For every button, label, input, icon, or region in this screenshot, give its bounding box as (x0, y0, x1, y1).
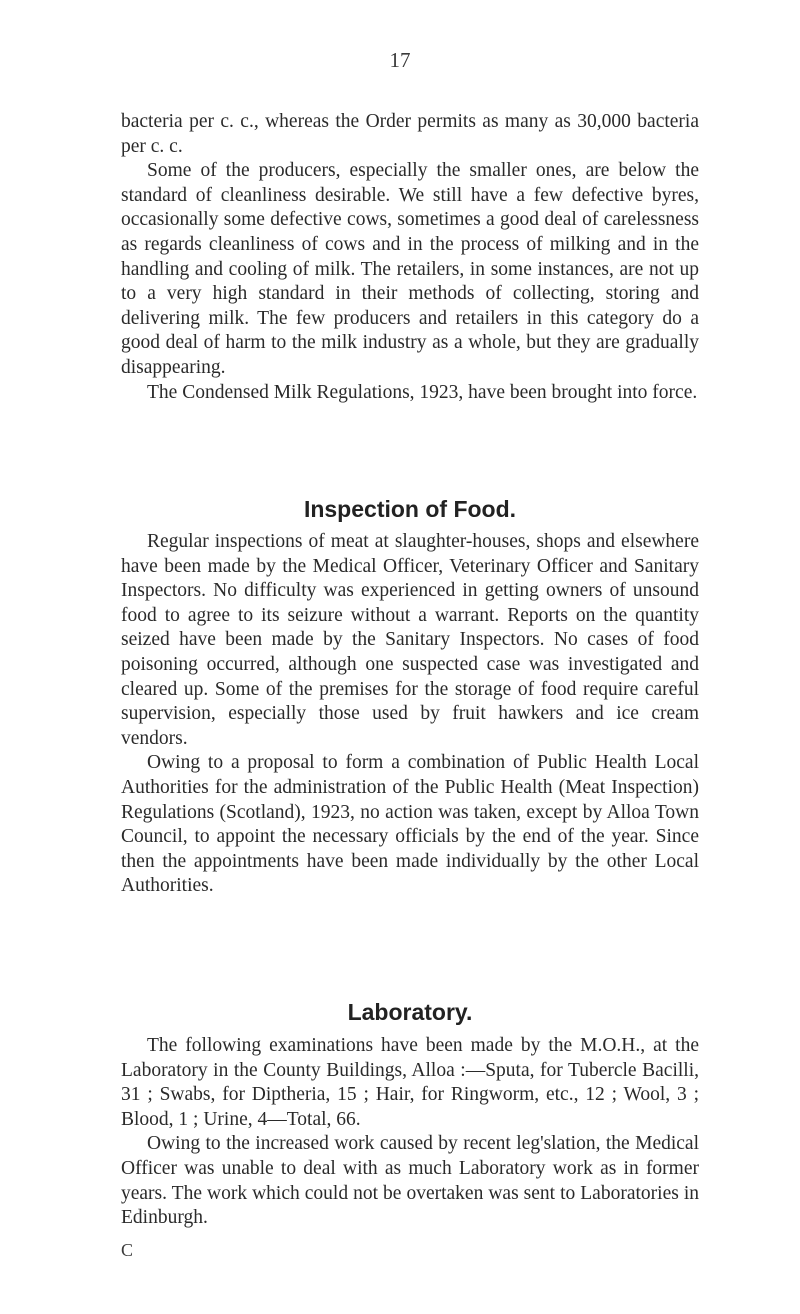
paragraph: Owing to a proposal to form a combination of Public Health Local Authorities for the administration of the Public Health (Meat Inspection) Regulations (Scotland), 1923, no action was taken, except by Alloa Town Council, to appoint the necessary officials by the end of the year. Since then the appointments have been made individually by the other Local Authorities. (121, 752, 699, 897)
page-number: 17 (389, 48, 411, 72)
paragraph: The following examinations have been made by the M.O.H., at the Laboratory in the County Buildings, Alloa :—Sputa, for Tubercle Bacilli, 31 ; Swabs, for Diptheria, 15 ; Hair, for Ringworm, etc., 12 ; Wool, 3 ; Blood, 1 ; Urine, 4—Total, 66. (121, 1035, 699, 1130)
inspection-section-text (121, 530, 699, 899)
signature-mark: C (121, 1240, 134, 1260)
laboratory-section-text (121, 1034, 699, 1231)
paragraph: bacteria per c. c., whereas the Order permits as many as 30,000 bacteria per c. c. (121, 111, 699, 157)
paragraph: Some of the producers, especially the smaller ones, are below the standard of cleanliness desirable. We still have a few defective byres, occasionally some defective cows, sometimes a good deal of carelessness as regards cleanliness of cows and in the process of milking and in the handling and cooling of milk. The retailers, in some instances, are not up to a very high standard in their methods of collecting, storing and delivering milk. The few producers and retailers in this category do a good deal of harm to the milk industry as a whole, but they are gradually disappearing. (121, 160, 699, 378)
paragraph: Owing to the increased work caused by recent leg'slation, the Medical Officer was unable to deal with as much Laboratory work as in former years. The work which could not be overtaken was sent to Laboratories in Edinburgh. (121, 1133, 699, 1229)
section-heading-inspection-of-food: Inspection of Food. (303, 496, 517, 522)
milk-section-text (121, 110, 699, 405)
paragraph: The Condensed Milk Regulations, 1923, have been brought into force. (147, 381, 698, 403)
section-heading-laboratory: Laboratory. (347, 999, 473, 1025)
paragraph: Regular inspections of meat at slaughter-houses, shops and elsewhere have been made by the Medical Officer, Veterinary Officer and Sanitary Inspectors. No difficulty was experienced in getting owners of unsound food to agree to its seizure without a warrant. Reports on the quantity seized have been made by the Sanitary Inspectors. No cases of food poisoning occurred, although one suspected case was investigated and cleared up. Some of the premises for the storage of food require careful supervision, especially those used by fruit hawkers and ice cream vendors. (121, 531, 699, 749)
